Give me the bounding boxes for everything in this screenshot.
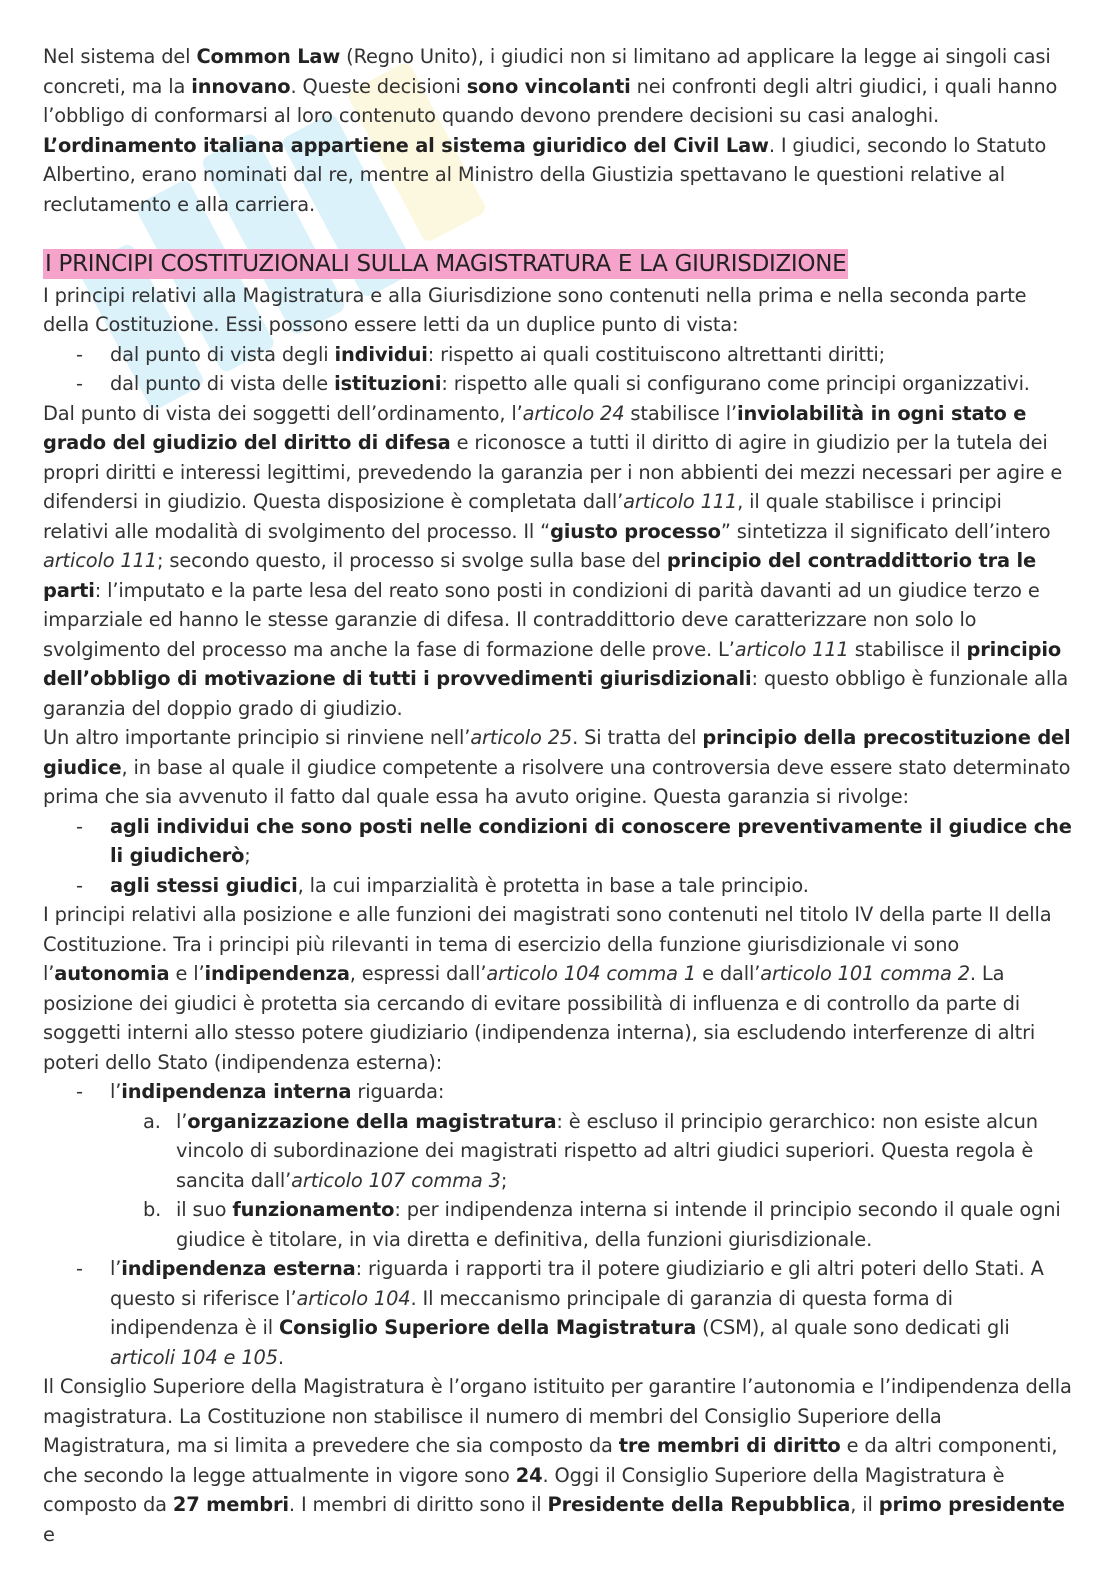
list-item: - dal punto di vista degli individui: rispetto ai quali costituiscono altrettanti diritti; bbox=[43, 340, 1073, 370]
list-item: - dal punto di vista delle istituzioni: rispetto alle quali si configurano come principi organizzativi. bbox=[43, 369, 1073, 399]
document-page bbox=[43, 42, 1073, 1549]
list-indipendenza bbox=[43, 1077, 1073, 1372]
list-punti-di-vista bbox=[43, 340, 1073, 399]
sublist-item: a. l’organizzazione della magistratura: è escluso il principio gerarchico: non esiste alcun vincolo di subordinazione dei magistrati rispetto ad altri giudici superiori. Questa regola è sancita dall’articolo 107 comma 3; bbox=[143, 1109, 1038, 1192]
list-item: - l’indipendenza interna riguarda: a. l’organizzazione della magistratura: è escluso il principio gerarchico: non esiste alcun vincolo di subordinazione dei magistrati rispetto ad altri giudici superiori. Questa regola è sancita dall’articolo 107 comma 3; b. il suo funzionamento: per indipendenza interna si intende il principio secondo il quale ogni giudice è titolare, in via diretta e definitiva, della funzioni giurisdizionale. bbox=[43, 1077, 1073, 1254]
paragraph-articolo-25: Un altro importante principio si rinviene nell’articolo 25. Si tratta del principio della precostituzione del giudice, in base al quale il giudice competente a risolvere una controversia deve essere stato determinato prima che sia avvenuto il fatto dal quale essa ha avuto origine. Questa garanzia si rivolge: bbox=[43, 726, 1071, 808]
sublist bbox=[43, 1107, 1073, 1255]
list-item: - l’indipendenza esterna: riguarda i rapporti tra il potere giudiziario e gli altri poteri dello Stati. A questo si riferisce l’articolo 104. Il meccanismo principale di garanzia di questa forma di indipendenza è il Consiglio Superiore della Magistratura (CSM), al quale sono dedicati gli articoli 104 e 105. bbox=[43, 1254, 1073, 1372]
paragraph-articolo-24: Dal punto di vista dei soggetti dell’ordinamento, l’articolo 24 stabilisce l’inviolabilità in ogni stato e grado del giudizio del diritto di difesa e riconosce a tutti il diritto di agire in giudizio per la tutela dei propri diritti e interessi legittimi, prevedendo la garanzia per i non abbienti dei mezzi necessari per agire e difendersi in giudizio. Questa disposizione è completata dall’articolo 111, il quale stabilisce i principi relativi alle modalità di svolgimento del processo. Il “giusto processo” sintetizza il significato dell’intero articolo 111; secondo questo, il processo si svolge sulla base del principio del contraddittorio tra le parti: l’imputato e la parte lesa del reato sono posti in condizioni di parità davanti ad un giudice terzo e imparziale ed hanno le stesse garanzie di difesa. Il contraddittorio deve caratterizzare non solo lo svolgimento del processo ma anche la fase di formazione delle prove. L’articolo 111 stabilisce il principio dell’obbligo di motivazione di tutti i provvedimenti giurisdizionali: questo obbligo è funzionale alla garanzia del doppio grado di giudizio. bbox=[43, 401, 1069, 720]
paragraph-common-law: Nel sistema del Common Law (Regno Unito), i giudici non si limitano ad applicare la legge ai singoli casi concreti, ma la innovano. Queste decisioni sono vincolanti nei confronti degli altri giudici, i quali hanno l’obbligo di conformarsi al loro contenuto quando devono prendere decisioni su casi analoghi. bbox=[43, 45, 1058, 127]
paragraph-civil-law: L’ordinamento italiana appartiene al sistema giuridico del Civil Law. I giudici, secondo lo Statuto Albertino, erano nominati dal re, mentre al Ministro della Giustizia spettavano le questioni relative al reclutamento e alla carriera. bbox=[43, 133, 1047, 216]
list-item: - agli stessi giudici, la cui imparzialità è protetta in base a tale principio. bbox=[43, 871, 1073, 901]
section-heading: I PRINCIPI COSTITUZIONALI SULLA MAGISTRATURA E LA GIURISDIZIONE bbox=[45, 251, 847, 277]
paragraph-principi: I principi relativi alla Magistratura e alla Giurisdizione sono contenuti nella prima e nella seconda parte della Costituzione. Essi possono essere letti da un duplice punto di vista: bbox=[43, 283, 1027, 336]
paragraph-csm: Il Consiglio Superiore della Magistratura è l’organo istituito per garantire l’autonomia e l’indipendenza della magistratura. La Costituzione non stabilisce il numero di membri del Consiglio Superiore della Magistratura, ma si limita a prevedere che sia composto da tre membri di diritto e da altri componenti, che secondo la legge attualmente in vigore sono 24. Oggi il Consiglio Superiore della Magistratura è composto da 27 membri. I membri di diritto sono il Presidente della Repubblica, il primo presidente e bbox=[43, 1375, 1072, 1546]
paragraph-autonomia-indipendenza: I principi relativi alla posizione e alle funzioni dei magistrati sono contenuti nel titolo IV della parte II della Costituzione. Tra i principi più rilevanti in tema di esercizio della funzione giurisdizionale vi sono l’autonomia e l’indipendenza, espressi dall’articolo 104 comma 1 e dall’articolo 101 comma 2. La posizione dei giudici è protetta sia cercando di evitare possibilità di influenza e di controllo da parte di soggetti interni allo stesso potere giudiziario (indipendenza interna), sia escludendo interferenze di altri poteri dello Stato (indipendenza esterna): bbox=[43, 903, 1052, 1074]
sublist-item: b. il suo funzionamento: per indipendenza interna si intende il principio secondo il quale ogni giudice è titolare, in via diretta e definitiva, della funzioni giurisdizionale. bbox=[143, 1198, 1061, 1251]
list-item: - agli individui che sono posti nelle condizioni di conoscere preventivamente il giudice che li giudicherò; bbox=[43, 812, 1073, 871]
list-garanzia bbox=[43, 812, 1073, 901]
